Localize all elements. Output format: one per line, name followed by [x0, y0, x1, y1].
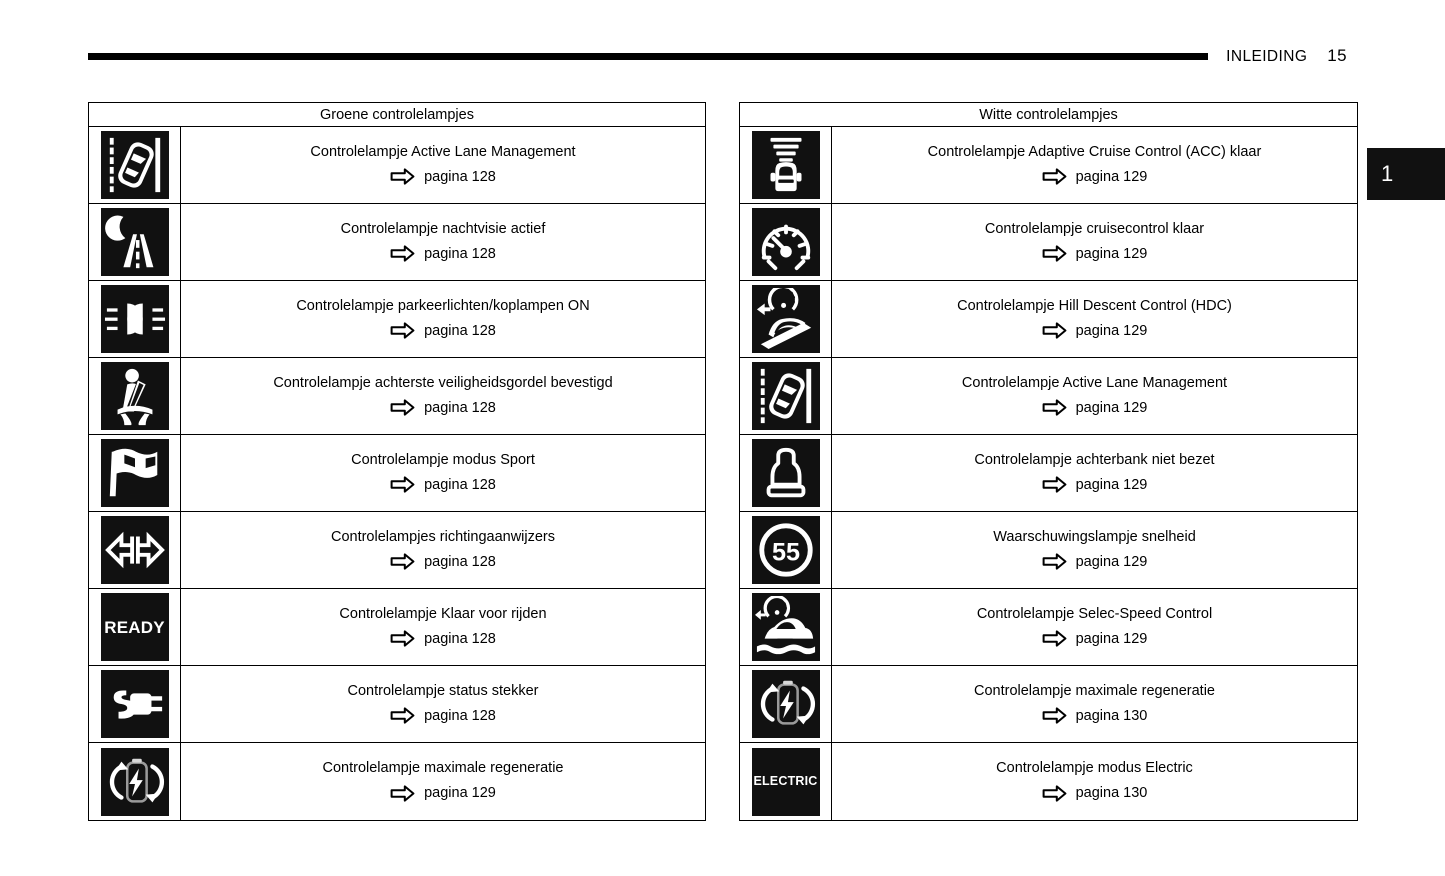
- page-reference-label: pagina 130: [1075, 785, 1148, 802]
- telltale-icon-cell: [740, 512, 832, 588]
- right-arrow-outline-icon: [1042, 553, 1067, 570]
- right-arrow-outline-icon: [390, 322, 415, 339]
- telltale-icon-cell: [89, 589, 181, 665]
- table-row: [740, 666, 1357, 743]
- header-rule: [88, 53, 1208, 60]
- telltale-icon-cell: [740, 589, 832, 665]
- telltale-title: Controlelampje modus Sport: [351, 451, 535, 468]
- page-reference[interactable]: [1042, 322, 1148, 339]
- checkered-flag-sport-icon: [101, 439, 169, 507]
- max-regeneration-battery-icon: [752, 670, 820, 738]
- telltale-icon-cell: [740, 281, 832, 357]
- page-reference[interactable]: [1042, 707, 1148, 724]
- page-reference[interactable]: [1042, 553, 1148, 570]
- right-arrow-outline-icon: [1042, 707, 1067, 724]
- adaptive-cruise-control-radar-car-icon: [752, 131, 820, 199]
- chapter-thumb-tab: [1367, 148, 1445, 200]
- telltale-title: Controlelampje status stekker: [347, 682, 539, 699]
- telltale-title: Controlelampje Selec-Speed Control: [976, 605, 1213, 622]
- telltale-description-cell: [181, 589, 705, 665]
- electric-text-icon: [752, 748, 820, 816]
- page-reference[interactable]: [390, 322, 496, 339]
- right-arrow-outline-icon: [390, 630, 415, 647]
- rear-seatbelt-fastened-icon: [101, 362, 169, 430]
- telltale-description-cell: [832, 743, 1357, 820]
- max-regeneration-battery-icon: [101, 748, 169, 816]
- page-reference[interactable]: [1042, 630, 1148, 647]
- page-reference[interactable]: [390, 476, 496, 493]
- page-reference[interactable]: [1042, 785, 1148, 802]
- telltale-description-cell: [181, 127, 705, 203]
- telltale-title: Controlelampje parkeerlichten/koplampen ON: [296, 297, 590, 314]
- right-arrow-outline-icon: [390, 399, 415, 416]
- rear-seat-unoccupied-icon: [752, 439, 820, 507]
- charge-plug-status-icon: [101, 670, 169, 738]
- telltale-description-cell: [832, 512, 1357, 588]
- telltale-icon-cell: [89, 435, 181, 511]
- telltale-description-cell: [181, 281, 705, 357]
- right-arrow-outline-icon: [1042, 399, 1067, 416]
- table-caption: Groene controlelampjes: [89, 103, 705, 127]
- table-row: [740, 589, 1357, 666]
- page-reference-label: pagina 129: [1075, 322, 1148, 339]
- right-arrow-outline-icon: [1042, 168, 1067, 185]
- page-reference[interactable]: [390, 630, 496, 647]
- right-arrow-outline-icon: [390, 707, 415, 724]
- telltale-description-cell: [181, 358, 705, 434]
- table-row: [89, 666, 705, 743]
- telltale-icon-cell: [740, 743, 832, 820]
- table-row: [740, 358, 1357, 435]
- telltale-title: Controlelampje maximale regeneratie: [322, 760, 564, 777]
- page-reference-label: pagina 129: [1075, 399, 1148, 416]
- telltale-icon-cell: [89, 666, 181, 742]
- right-arrow-outline-icon: [1042, 322, 1067, 339]
- table-row: [740, 204, 1357, 281]
- telltale-title: Controlelampje nachtvisie actief: [340, 220, 546, 237]
- page-reference-label: pagina 128: [424, 245, 496, 262]
- telltale-description-cell: [181, 512, 705, 588]
- table-caption: Witte controlelampjes: [740, 103, 1357, 127]
- telltale-icon-cell: [89, 743, 181, 820]
- telltale-description-cell: [181, 435, 705, 511]
- telltale-description-cell: [832, 204, 1357, 280]
- telltale-icon-cell: [89, 281, 181, 357]
- page-reference-label: pagina 128: [424, 168, 496, 185]
- telltale-icon-cell: [740, 127, 832, 203]
- telltale-title: Controlelampje Active Lane Management: [961, 374, 1228, 391]
- parking-headlamps-on-icon: [101, 285, 169, 353]
- telltale-description-cell: [181, 743, 705, 820]
- telltale-description-cell: [832, 127, 1357, 203]
- table-green-telltales: [88, 102, 706, 821]
- telltale-title: Controlelampje cruisecontrol klaar: [984, 220, 1205, 237]
- thumb-tab-label: 1: [1381, 161, 1394, 186]
- page-reference-label: pagina 129: [424, 785, 496, 802]
- table-white-telltales: [739, 102, 1358, 821]
- page-reference-label: pagina 129: [1075, 476, 1148, 493]
- page-reference[interactable]: [1042, 245, 1148, 262]
- table-row: [740, 435, 1357, 512]
- telltale-title: Controlelampje achterbank niet bezet: [974, 451, 1215, 468]
- table-row: [740, 281, 1357, 358]
- telltale-title: Controlelampje maximale regeneratie: [974, 682, 1215, 699]
- telltale-description-cell: [832, 435, 1357, 511]
- ready-text-icon: [101, 593, 169, 661]
- table-row: [89, 281, 705, 358]
- page-reference-label: pagina 128: [424, 630, 496, 647]
- page-reference[interactable]: [390, 553, 496, 570]
- right-arrow-outline-icon: [1042, 785, 1067, 802]
- cruise-control-speedometer-icon: [752, 208, 820, 276]
- page-header: [0, 40, 1445, 72]
- page-reference-label: pagina 130: [1075, 707, 1148, 724]
- right-arrow-outline-icon: [1042, 630, 1067, 647]
- page-reference-label: pagina 128: [424, 399, 496, 416]
- night-vision-moon-road-icon: [101, 208, 169, 276]
- table-row: [740, 127, 1357, 204]
- selec-speed-control-icon: [752, 593, 820, 661]
- right-arrow-outline-icon: [1042, 476, 1067, 493]
- telltale-title: Waarschuwingslampje snelheid: [993, 528, 1196, 545]
- telltale-icon-cell: [740, 666, 832, 742]
- lane-departure-car-icon: [101, 131, 169, 199]
- telltale-icon-cell: [89, 358, 181, 434]
- table-row: [89, 204, 705, 281]
- page-reference[interactable]: [390, 245, 496, 262]
- right-arrow-outline-icon: [1042, 245, 1067, 262]
- page-number: 15: [1327, 46, 1347, 65]
- table-row: [89, 743, 705, 820]
- page-reference[interactable]: [390, 785, 496, 802]
- telltale-description-cell: [832, 666, 1357, 742]
- turn-signal-arrows-icon: [101, 516, 169, 584]
- telltale-title: Controlelampje Active Lane Management: [310, 143, 576, 160]
- telltale-title: Controlelampje modus Electric: [996, 760, 1193, 777]
- table-row: [89, 358, 705, 435]
- right-arrow-outline-icon: [390, 168, 415, 185]
- telltale-icon-cell: [740, 358, 832, 434]
- telltale-icon-cell: [740, 435, 832, 511]
- telltale-icon-cell: [89, 512, 181, 588]
- telltale-title: Controlelampje Adaptive Cruise Control (ACC) klaar: [927, 143, 1262, 160]
- ready-label: READY: [104, 617, 165, 637]
- telltale-icon-cell: [740, 204, 832, 280]
- table-row: [89, 127, 705, 204]
- telltale-icon-cell: [89, 127, 181, 203]
- right-arrow-outline-icon: [390, 785, 415, 802]
- lane-departure-car-icon: [752, 362, 820, 430]
- right-arrow-outline-icon: [390, 245, 415, 262]
- right-arrow-outline-icon: [390, 553, 415, 570]
- page-reference-label: pagina 128: [424, 476, 496, 493]
- page-reference-label: pagina 128: [424, 707, 496, 724]
- page-reference-label: pagina 128: [424, 322, 496, 339]
- page-reference[interactable]: [390, 399, 496, 416]
- hill-descent-control-icon: [752, 285, 820, 353]
- telltale-description-cell: [832, 589, 1357, 665]
- telltale-description-cell: [832, 358, 1357, 434]
- page-reference-label: pagina 129: [1075, 168, 1148, 185]
- page-reference[interactable]: [1042, 476, 1148, 493]
- right-arrow-outline-icon: [390, 476, 415, 493]
- page-reference-label: pagina 129: [1075, 245, 1148, 262]
- table-row: [740, 743, 1357, 820]
- telltale-description-cell: [832, 281, 1357, 357]
- table-row: [89, 589, 705, 666]
- speed-limit-55-icon: [752, 516, 820, 584]
- page-reference[interactable]: [390, 707, 496, 724]
- electric-label: ELECTRIC: [753, 774, 818, 789]
- table-row: [89, 512, 705, 589]
- telltale-title: Controlelampje achterste veiligheidsgordel bevestigd: [273, 374, 613, 391]
- header-text: [1208, 46, 1347, 66]
- page-reference-label: pagina 129: [1075, 553, 1148, 570]
- telltale-title: Controlelampje Hill Descent Control (HDC): [957, 297, 1232, 314]
- telltale-icon-cell: [89, 204, 181, 280]
- telltale-title: Controlelampje Klaar voor rijden: [339, 605, 547, 622]
- table-row: [740, 512, 1357, 589]
- page-reference[interactable]: [1042, 168, 1148, 185]
- page-reference-label: pagina 129: [1075, 630, 1148, 647]
- chapter-title: INLEIDING: [1226, 48, 1308, 65]
- telltale-description-cell: [181, 666, 705, 742]
- telltale-title: Controlelampjes richtingaanwijzers: [330, 528, 556, 545]
- telltale-description-cell: [181, 204, 705, 280]
- page-reference-label: pagina 128: [424, 553, 496, 570]
- page-reference[interactable]: [1042, 399, 1148, 416]
- svg-text:55: 55: [771, 538, 800, 567]
- page-reference[interactable]: [390, 168, 496, 185]
- table-row: [89, 435, 705, 512]
